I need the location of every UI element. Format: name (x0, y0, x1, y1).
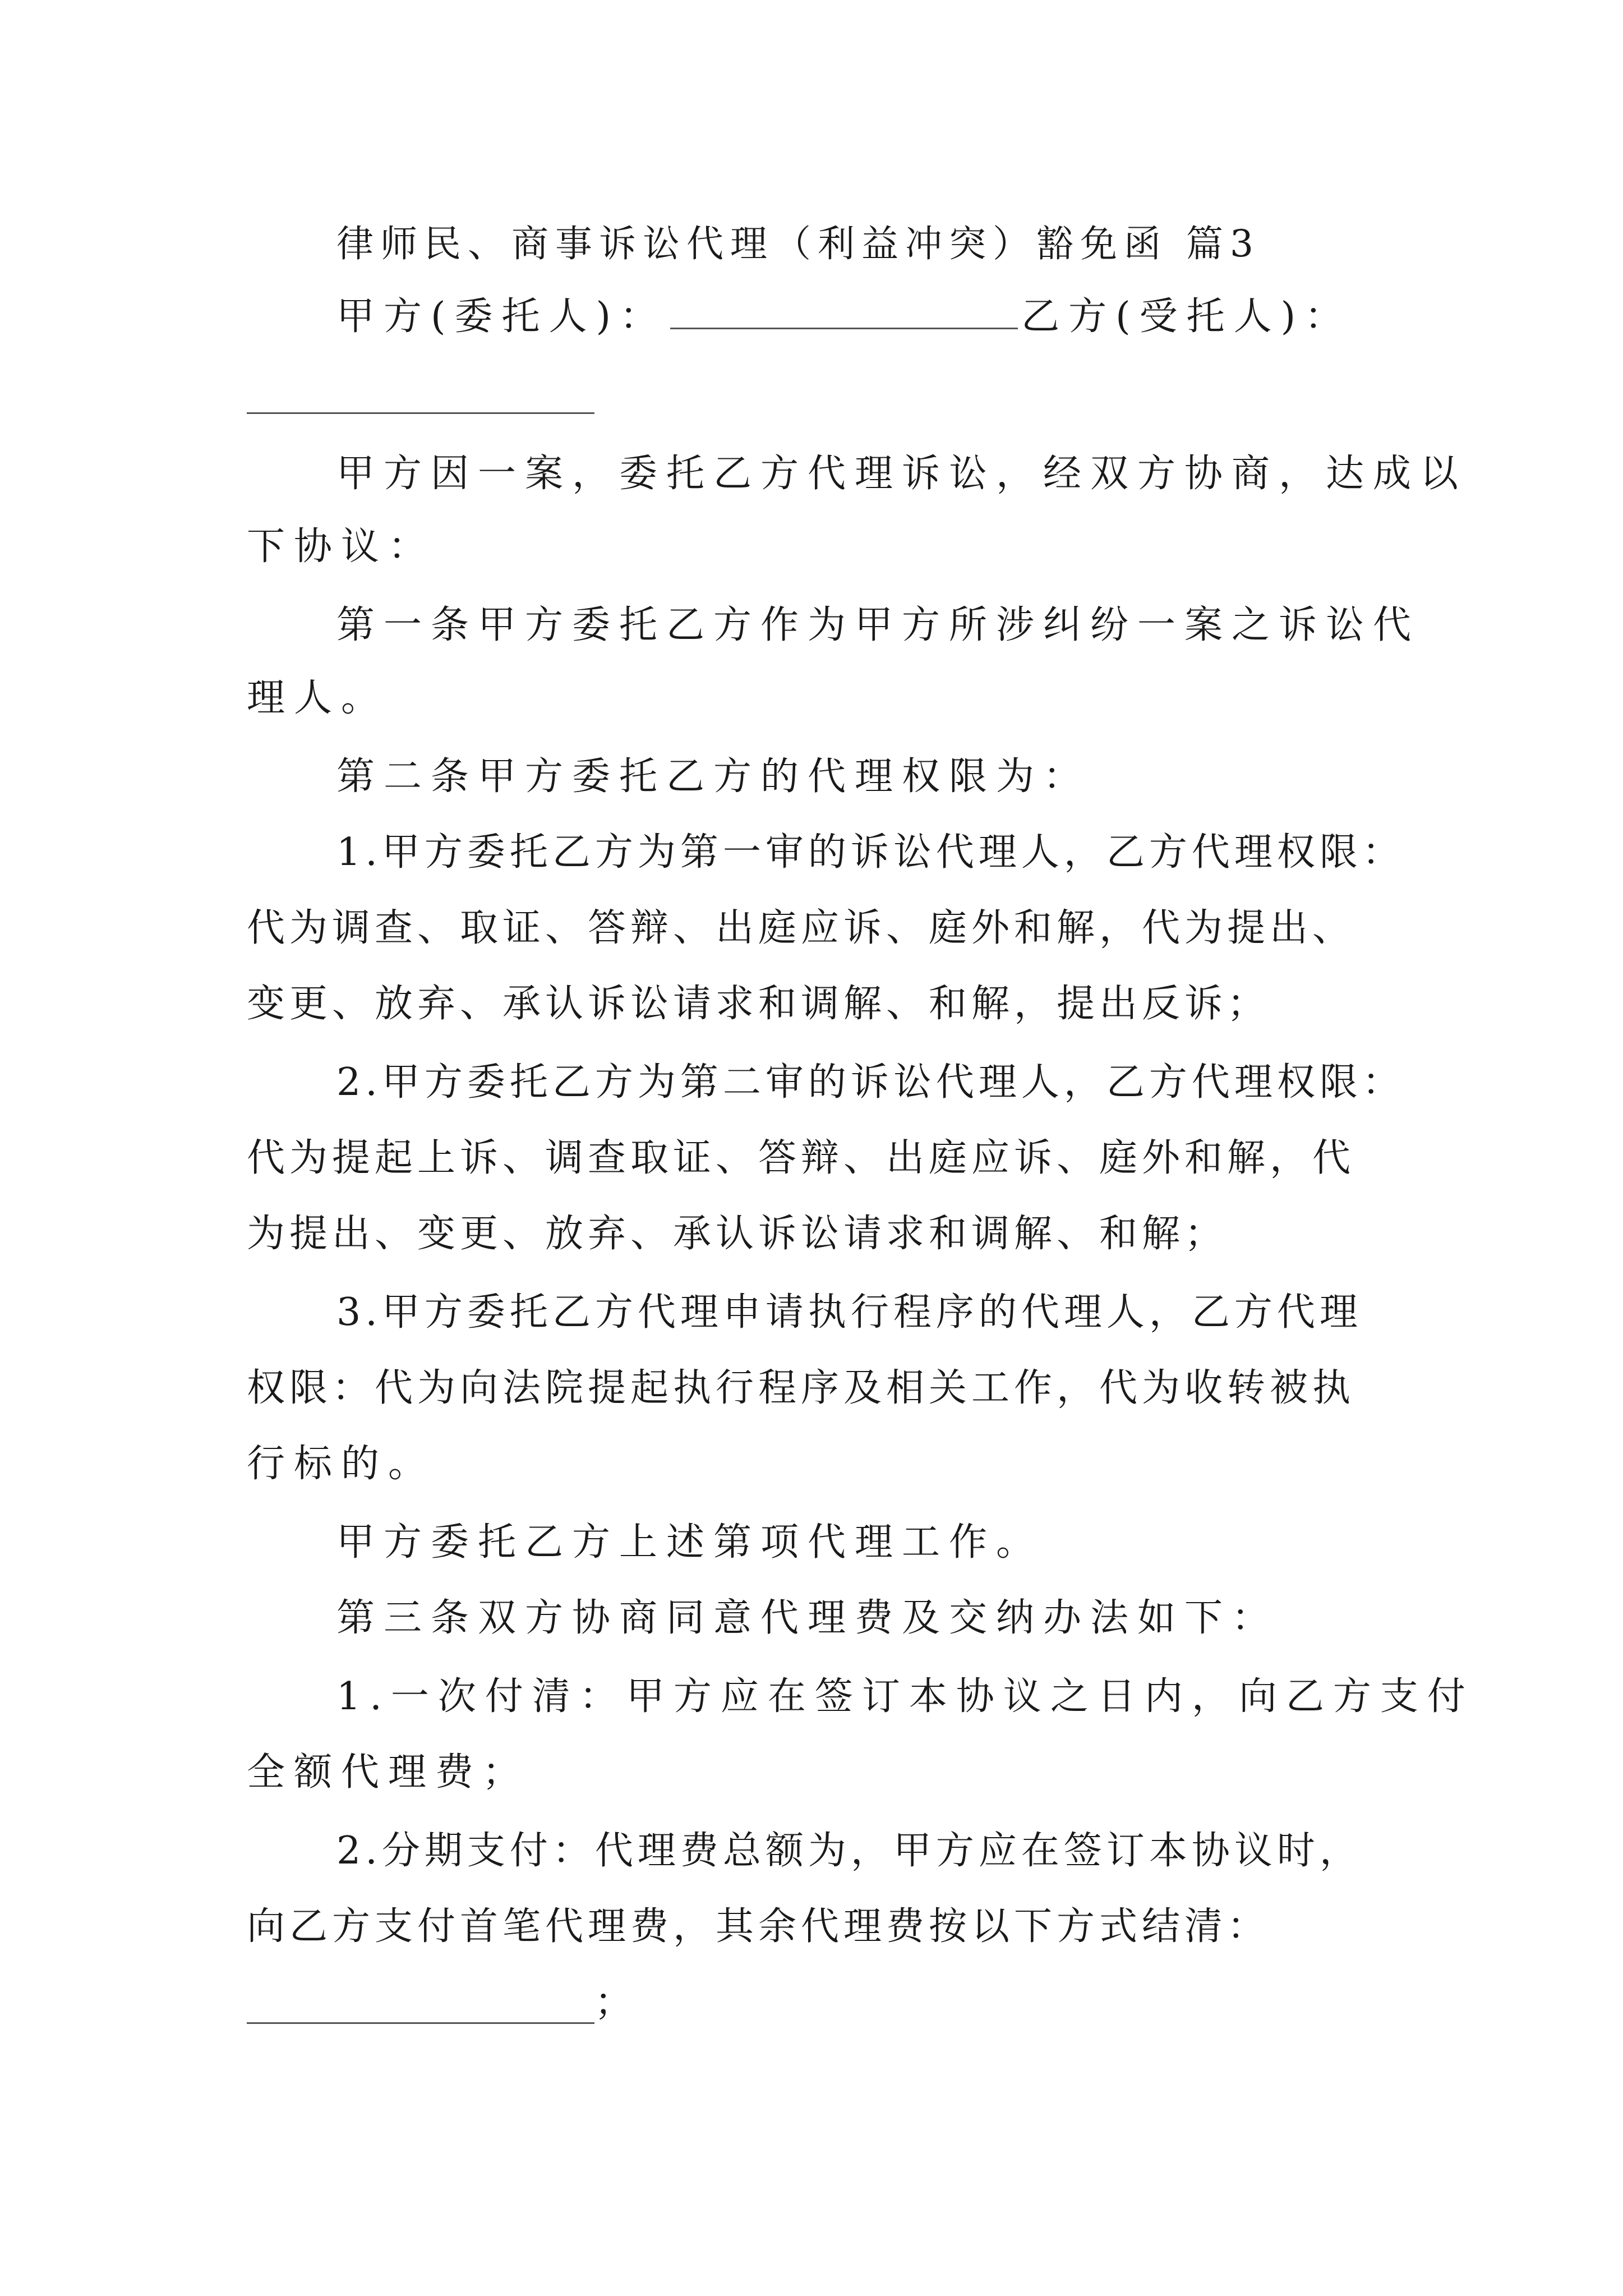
paragraph-line: 第一条甲方委托乙方作为甲方所涉纠纷一案之诉讼代 (336, 603, 1421, 647)
installment-terms-suffix: ； (594, 1980, 642, 2024)
paragraph-line: 变更、放弃、承认诉讼请求和调解、和解，提出反诉； (247, 982, 1270, 1026)
paragraph-line: 2.甲方委托乙方为第二审的诉讼代理人，乙方代理权限： (336, 1060, 1405, 1105)
paragraph-line: 代为调查、取证、答辩、出庭应诉、庭外和解，代为提出、 (247, 906, 1355, 950)
party-b-label: 乙方(受托人)： (1021, 295, 1352, 339)
party-a-blank (670, 328, 1018, 329)
party-b-blank (247, 412, 594, 414)
document-title: 律师民、商事诉讼代理（利益冲突）豁免函 篇3 (336, 222, 1260, 265)
paragraph-line: 下协议： (247, 524, 436, 569)
parties-line (336, 292, 1352, 342)
paragraph-line: 为提出、变更、放弃、承认诉讼请求和调解、和解； (247, 1212, 1228, 1256)
party-a-label: 甲方(委托人)： (336, 295, 667, 339)
installment-terms-blank (247, 2022, 594, 2024)
paragraph-line: 甲方因一案，委托乙方代理诉讼，经双方协商，达成以 (336, 452, 1468, 496)
paragraph-line: 2.分期支付：代理费总额为，甲方应在签订本协议时， (336, 1829, 1362, 1873)
paragraph-line: 理人。 (247, 676, 389, 720)
paragraph-line: 向乙方支付首笔代理费，其余代理费按以下方式结清： (247, 1904, 1270, 1949)
paragraph-line: 1.一次付清：甲方应在签订本协议之日内，向乙方支付 (336, 1674, 1474, 1719)
paragraph-line: 权限：代为向法院提起执行程序及相关工作，代为收转被执 (247, 1366, 1355, 1410)
paragraph-line: 3.甲方委托乙方代理申请执行程序的代理人，乙方代理 (336, 1290, 1362, 1335)
paragraph-line: 全额代理费； (247, 1750, 530, 1795)
paragraph-line: 代为提起上诉、调查取证、答辩、出庭应诉、庭外和解，代 (247, 1136, 1355, 1180)
paragraph-line: 第二条甲方委托乙方的代理权限为： (336, 754, 1091, 799)
paragraph-line: 1.甲方委托乙方为第一审的诉讼代理人，乙方代理权限： (336, 830, 1405, 875)
paragraph-line: 行标的。 (247, 1442, 436, 1486)
paragraph-line: 第三条双方协商同意代理费及交纳办法如下： (336, 1596, 1279, 1640)
paragraph-line: 甲方委托乙方上述第项代理工作。 (336, 1520, 1044, 1565)
